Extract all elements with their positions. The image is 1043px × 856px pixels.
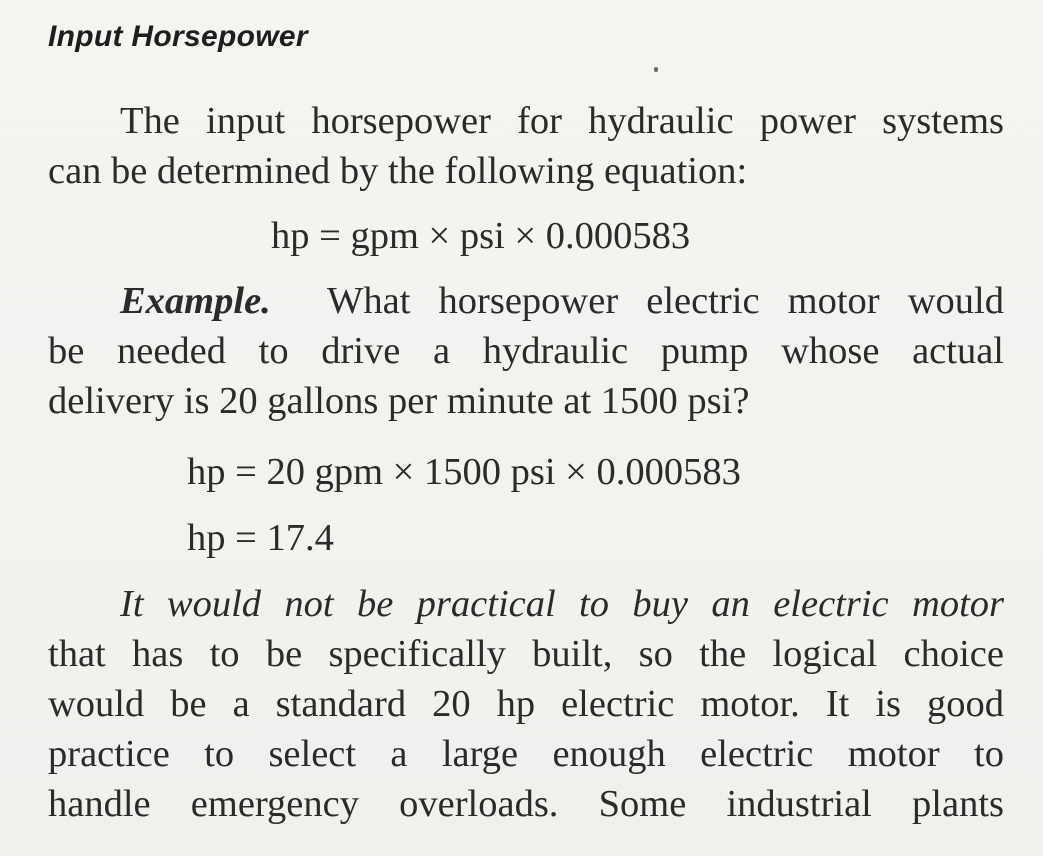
paragraph-line: delivery is 20 gallons per minute at 1500 psi? xyxy=(48,380,750,422)
paragraph-line: be needed to drive a hydraulic pump whose actual xyxy=(48,330,1004,372)
paragraph-line xyxy=(48,579,1004,629)
example-calculation: hp = 20 gpm × 1500 psi × 0.000583 xyxy=(187,451,741,493)
example-text: What horsepower electric motor would xyxy=(327,280,1004,322)
example-result: hp = 17.4 xyxy=(187,517,334,559)
paragraph-line: that has to be specifically built, so the logical choice xyxy=(48,633,1004,675)
example-paragraph xyxy=(48,276,1004,426)
paragraph-line: would be a standard 20 hp electric motor. It is good xyxy=(48,683,1004,725)
section-heading: Input Horsepower xyxy=(48,20,308,53)
hp-formula: hp = gpm × psi × 0.000583 xyxy=(271,215,691,257)
paragraph-line: handle emergency overloads. Some industrial plants xyxy=(48,783,1004,825)
ink-speck xyxy=(654,67,658,72)
example-label: Example. xyxy=(120,280,271,322)
intro-paragraph xyxy=(48,96,1004,196)
paragraph-line: practice to select a large enough electric motor to xyxy=(48,733,1004,775)
italic-sentence: It would not be practical to buy an electric motor xyxy=(120,583,1004,625)
paragraph-line: The input horsepower for hydraulic power systems xyxy=(120,100,1004,142)
paragraph-line: can be determined by the following equation: xyxy=(48,150,748,192)
paragraph-line xyxy=(48,276,1004,326)
conclusion-paragraph xyxy=(48,579,1004,829)
